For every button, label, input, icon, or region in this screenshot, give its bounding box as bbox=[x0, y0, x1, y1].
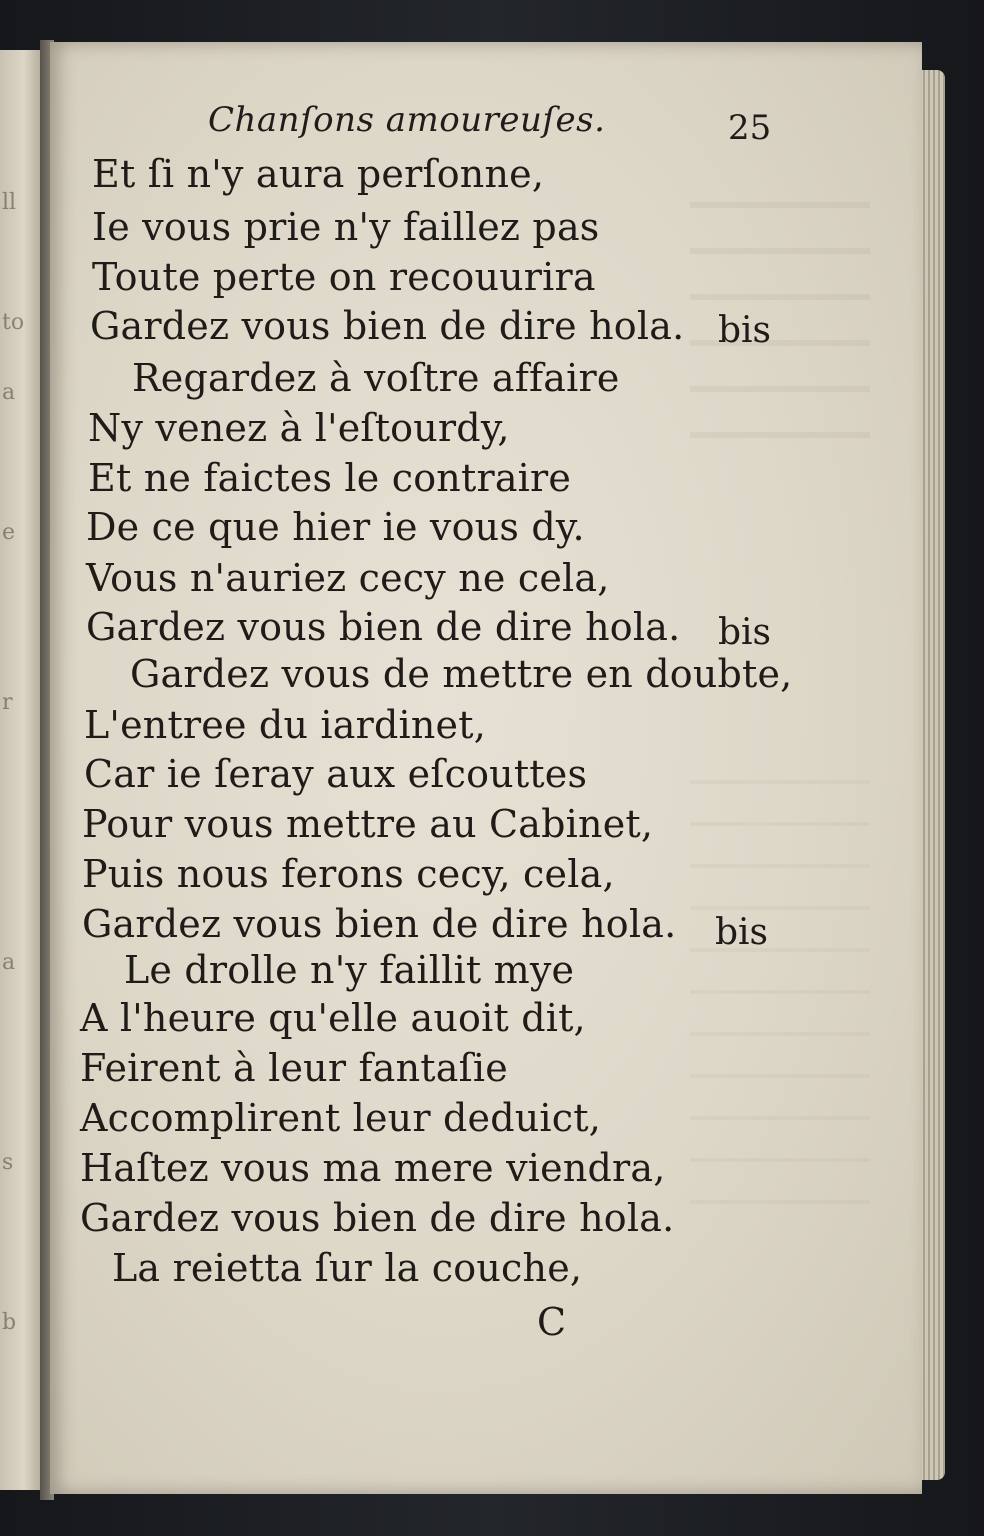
previous-page-edge: ll to a e r a s b bbox=[0, 50, 42, 1490]
show-through-lower bbox=[690, 742, 870, 1242]
refrain-marker: bis bbox=[718, 310, 772, 351]
verse-line: Et ne faictes le contraire bbox=[88, 456, 572, 500]
verse-line: La reietta ſur la couche, bbox=[112, 1246, 583, 1290]
verse-line: Gardez vous bien de dire hola. bbox=[90, 304, 685, 348]
verse-line: Accomplirent leur deduict, bbox=[80, 1096, 601, 1140]
verse-line: A l'heure qu'elle auoit dit, bbox=[80, 996, 586, 1040]
verse-line: Vous n'auriez cecy ne cela, bbox=[86, 556, 610, 600]
verse-line: Pour vous mettre au Cabinet, bbox=[82, 802, 654, 846]
verse-line: Haſtez vous ma mere viendra, bbox=[80, 1146, 666, 1190]
verse-line: L'entree du iardinet, bbox=[84, 703, 486, 747]
verse-line: Ny venez à l'eſtourdy, bbox=[88, 406, 510, 450]
verse-line: De ce que hier ie vous dy. bbox=[86, 505, 585, 549]
verse-line: Puis nous ferons cecy, cela, bbox=[82, 852, 615, 896]
verse-line: Gardez vous bien de dire hola. bbox=[80, 1196, 675, 1240]
verse-line: Car ie ſeray aux eſcouttes bbox=[84, 752, 588, 796]
signature-mark: C bbox=[537, 1300, 567, 1344]
verse-line: Regardez à voſtre affaire bbox=[132, 356, 620, 400]
running-title: Chanſons amoureuſes. bbox=[208, 100, 606, 140]
verse-line: Gardez vous de mettre en doubte, bbox=[130, 652, 793, 696]
verse-line: Et ſi n'y aura perſonne, bbox=[92, 152, 545, 196]
verse-line: Feirent à leur fantaſie bbox=[80, 1046, 508, 1090]
verse-line: Gardez vous bien de dire hola. bbox=[86, 605, 681, 649]
verse-line: Le drolle n'y faillit mye bbox=[124, 948, 575, 992]
verse-line: Ie vous prie n'y faillez pas bbox=[92, 205, 600, 249]
show-through bbox=[690, 162, 870, 462]
verse-line: Toute perte on recouurira bbox=[92, 255, 596, 299]
page-number: 25 bbox=[728, 108, 772, 148]
refrain-marker: bis bbox=[718, 612, 772, 653]
refrain-marker: bis bbox=[715, 912, 769, 953]
verse-line: Gardez vous bien de dire hola. bbox=[82, 902, 677, 946]
